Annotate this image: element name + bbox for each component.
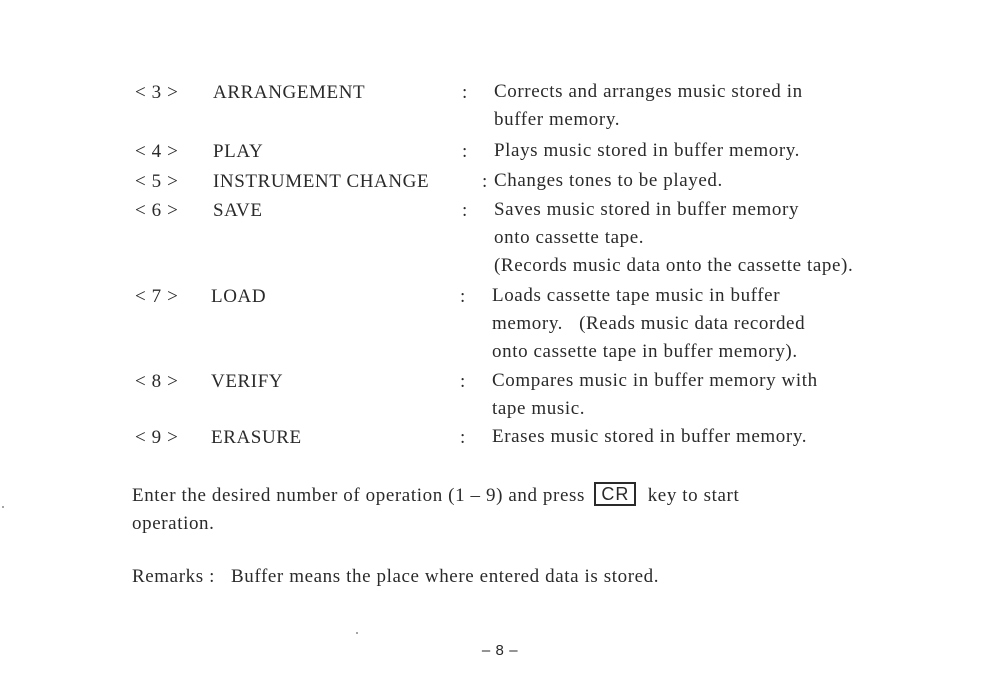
menu-item-description: Compares music in buffer memory with tape music. [492,370,818,419]
menu-item-separator: : [460,371,466,392]
instruction-line-1 [132,482,932,510]
menu-item-description: Saves music stored in buffer memory onto cassette tape. (Records music data onto the cassette tape). [494,199,854,276]
menu-item-number: < 4 > [135,141,179,162]
cr-key-symbol: CR [594,482,636,506]
menu-item-separator: : [462,141,468,162]
instruction-after-key: key to start [647,485,740,506]
menu-item-number: < 3 > [135,82,179,103]
page-number: – 8 – [481,642,519,659]
menu-item-number: < 5 > [135,171,179,192]
menu-item-number: < 9 > [135,427,179,448]
instruction-line-2: operation. [132,513,215,534]
menu-item-name: VERIFY [211,371,284,392]
menu-item-separator: : [462,200,468,221]
menu-item-name: ARRANGEMENT [213,82,366,103]
instruction-paragraph [132,482,932,538]
menu-item-name: ERASURE [211,427,302,448]
remarks-note: Remarks : Buffer means the place where entered data is stored. [132,566,660,587]
menu-item-description: Corrects and arranges music stored in buffer memory. [494,81,803,130]
menu-item-separator: : [460,427,466,448]
menu-item-separator: : [482,171,488,192]
menu-item-name: LOAD [211,286,267,307]
menu-item-name: INSTRUMENT CHANGE [213,171,430,192]
instruction-before-key: Enter the desired number of operation (1 – 9) and press [132,485,585,506]
menu-item-name: SAVE [213,200,263,221]
menu-item-number: < 7 > [135,286,179,307]
menu-item-number: < 6 > [135,200,179,221]
scan-speck [2,506,4,508]
menu-item-number: < 8 > [135,371,179,392]
menu-item-description: Plays music stored in buffer memory. [494,140,801,161]
menu-item-description: Erases music stored in buffer memory. [492,426,808,447]
menu-item-separator: : [462,82,468,103]
menu-item-description: Changes tones to be played. [494,170,723,191]
menu-item-name: PLAY [213,141,264,162]
menu-item-separator: : [460,286,466,307]
scan-speck [356,632,358,634]
menu-item-description: Loads cassette tape music in buffer memory. (Reads music data recorded onto cassette tape in buffer memory). [492,285,806,362]
